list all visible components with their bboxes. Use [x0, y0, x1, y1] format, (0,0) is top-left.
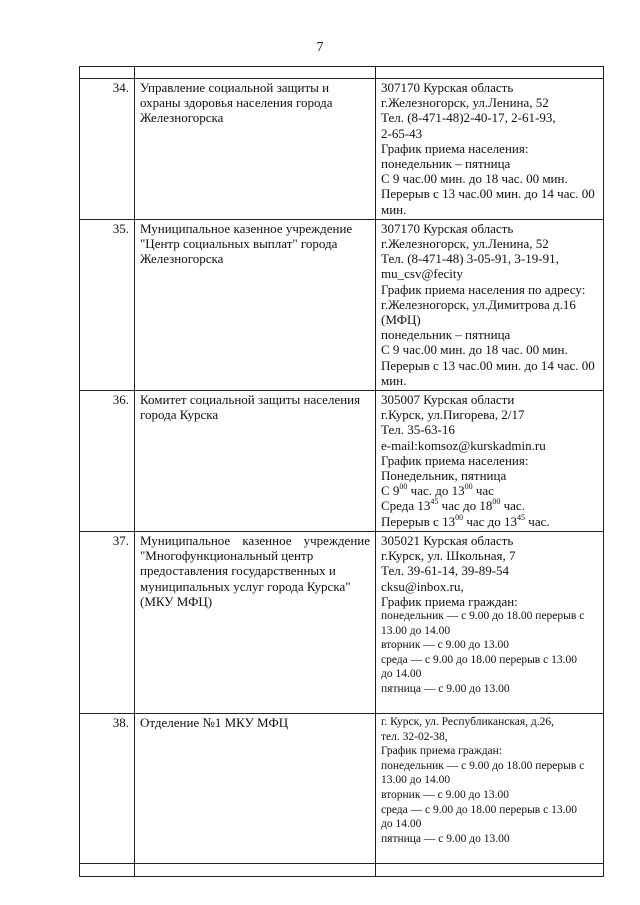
schedule-wednesday: среда — с 9.00 до 18.00 перерыв с 13.00 [381, 653, 577, 666]
table-row [80, 714, 604, 864]
agency-name-line: предоставления государственных и [140, 563, 336, 579]
agency-contacts [376, 531, 604, 713]
schedule-wednesday-hours [381, 498, 598, 513]
agency-contacts [376, 219, 604, 390]
word: учреждение [303, 532, 370, 548]
schedule-address: г.Железногорск, ул.Димитрова д.16 [381, 296, 576, 312]
text: Перерыв с 13 [381, 513, 456, 529]
agency-name-line: "Центр социальных выплат" города [140, 236, 338, 252]
agency-contacts [376, 79, 604, 220]
superscript: 00 [455, 512, 464, 522]
schedule-break-cont: мин. [381, 201, 407, 217]
agency-name-line: муниципальных услуг города Курска" [140, 578, 351, 594]
phone: Тел. 35-63-16 [381, 422, 455, 438]
schedule-title: График приема граждан: [381, 745, 503, 758]
schedule-days: понедельник – пятница [381, 327, 511, 343]
street-address: г.Курск, ул. Школьная, 7 [381, 548, 516, 564]
agency-name [135, 714, 376, 864]
schedule-friday: пятница — с 9.00 до 13.00 [381, 832, 510, 845]
email: mu_csv@fecity [381, 266, 464, 282]
street-address: г.Железногорск, ул.Ленина, 52 [381, 95, 549, 111]
text: С 9 [381, 483, 400, 499]
table-row [80, 79, 604, 220]
agency-name-line: охраны здоровья населения города [140, 95, 333, 111]
agency-name-line: города Курска [140, 407, 219, 423]
phone: Тел. 39-61-14, 39-89-54 [381, 563, 510, 579]
schedule-hours: С 9 час.00 мин. до 18 час. 00 мин. [381, 342, 568, 358]
row-number: 38. [80, 714, 135, 864]
agency-name-line: "Многофункциональный центр [140, 548, 314, 564]
schedule-title: График приема граждан: [381, 593, 518, 609]
text: Среда 13 [381, 498, 431, 514]
phone: Тел. (8-471-48) 3-05-91, 3-19-91, [381, 251, 559, 267]
word: Муниципальное [140, 532, 231, 548]
postal-address: 307170 Курская область [381, 80, 514, 95]
text: час. [525, 513, 550, 529]
schedule-monday: понедельник — с 9.00 до 18.00 перерыв с [381, 609, 585, 622]
text: час. [500, 498, 525, 514]
postal-address: 307170 Курская область [381, 220, 514, 236]
schedule-tuesday: вторник — с 9.00 до 13.00 [381, 639, 509, 652]
schedule-mfc: (МФЦ) [381, 312, 421, 328]
phone: Тел. (8-471-48)2-40-17, 2-61-93, [381, 110, 556, 126]
table-footer-spacer [80, 864, 604, 877]
schedule-wednesday-cont: до 14.00 [381, 668, 422, 681]
schedule-days: Понедельник, пятница [381, 468, 507, 484]
agencies-table [79, 66, 604, 877]
blank-line [381, 696, 598, 711]
phone-cont: 2-65-43 [381, 125, 423, 141]
schedule-hours: С 9 час.00 мин. до 18 час. 00 мин. [381, 171, 568, 187]
superscript: 45 [430, 497, 439, 507]
agency-name-line [140, 533, 370, 548]
word: казенное [242, 532, 292, 548]
agency-contacts [376, 714, 604, 864]
schedule-title: График приема населения: [381, 140, 529, 156]
schedule-break [381, 514, 598, 529]
page-number: 7 [316, 40, 324, 55]
schedule-break: Перерыв с 13 час.00 мин. до 14 час. 00 [381, 357, 595, 373]
agency-contacts [376, 391, 604, 532]
table-row [80, 531, 604, 713]
street-address: г. Курск, ул. Республиканская, д.26, [381, 716, 555, 729]
schedule-monday: понедельник — с 9.00 до 18.00 перерыв с [381, 759, 585, 772]
street-address: г.Курск, ул.Пигорева, 2/17 [381, 407, 525, 423]
schedule-mon-fri-hours [381, 483, 598, 498]
schedule-days: понедельник – пятница [381, 156, 511, 172]
agency-name-line: Комитет социальной защиты населения [140, 392, 361, 408]
email: e-mail:komsoz@kurskadmin.ru [381, 437, 546, 453]
text: час. до 13 [407, 483, 465, 499]
agency-name-line: Отделение №1 МКУ МФЦ [140, 715, 289, 731]
text: час [472, 483, 494, 499]
row-number: 35. [80, 219, 135, 390]
agency-name-line: Железногорска [140, 110, 224, 126]
superscript: 00 [464, 482, 473, 492]
agency-name-line: Управление социальной защиты и [140, 80, 330, 95]
text: час до 18 [438, 498, 493, 514]
blank-line [381, 846, 598, 861]
agency-name [135, 391, 376, 532]
table-row [80, 219, 604, 390]
row-number: 34. [80, 79, 135, 220]
table-row [80, 391, 604, 532]
schedule-tuesday: вторник — с 9.00 до 13.00 [381, 789, 509, 802]
schedule-monday-cont: 13.00 до 14.00 [381, 624, 451, 637]
text: час до 13 [463, 513, 518, 529]
postal-address: 305007 Курская области [381, 392, 515, 408]
agency-name [135, 219, 376, 390]
row-number: 36. [80, 391, 135, 532]
schedule-break-cont: мин. [381, 372, 407, 388]
phone: тел. 32-02-38, [381, 730, 448, 743]
superscript: 00 [492, 497, 501, 507]
agency-name [135, 79, 376, 220]
agency-name-line: Муниципальное казенное учреждение [140, 220, 353, 236]
postal-address: 305021 Курская область [381, 532, 514, 548]
agency-name-line: (МКУ МФЦ) [140, 593, 213, 609]
schedule-friday: пятница — с 9.00 до 13.00 [381, 682, 510, 695]
schedule-monday-cont: 13.00 до 14.00 [381, 774, 451, 787]
email: cksu@inbox.ru, [381, 578, 464, 594]
schedule-break: Перерыв с 13 час.00 мин. до 14 час. 00 [381, 186, 595, 202]
schedule-wednesday-cont: до 14.00 [381, 818, 422, 831]
schedule-title: График приема населения: [381, 452, 529, 468]
street-address: г.Железногорск, ул.Ленина, 52 [381, 236, 549, 252]
agency-name-line: Железногорска [140, 251, 224, 267]
agency-name [135, 531, 376, 713]
superscript: 00 [399, 482, 408, 492]
table-header-spacer [80, 67, 604, 79]
schedule-title: График приема населения по адресу: [381, 281, 586, 297]
row-number: 37. [80, 531, 135, 713]
superscript: 45 [517, 512, 526, 522]
schedule-wednesday: среда — с 9.00 до 18.00 перерыв с 13.00 [381, 803, 577, 816]
